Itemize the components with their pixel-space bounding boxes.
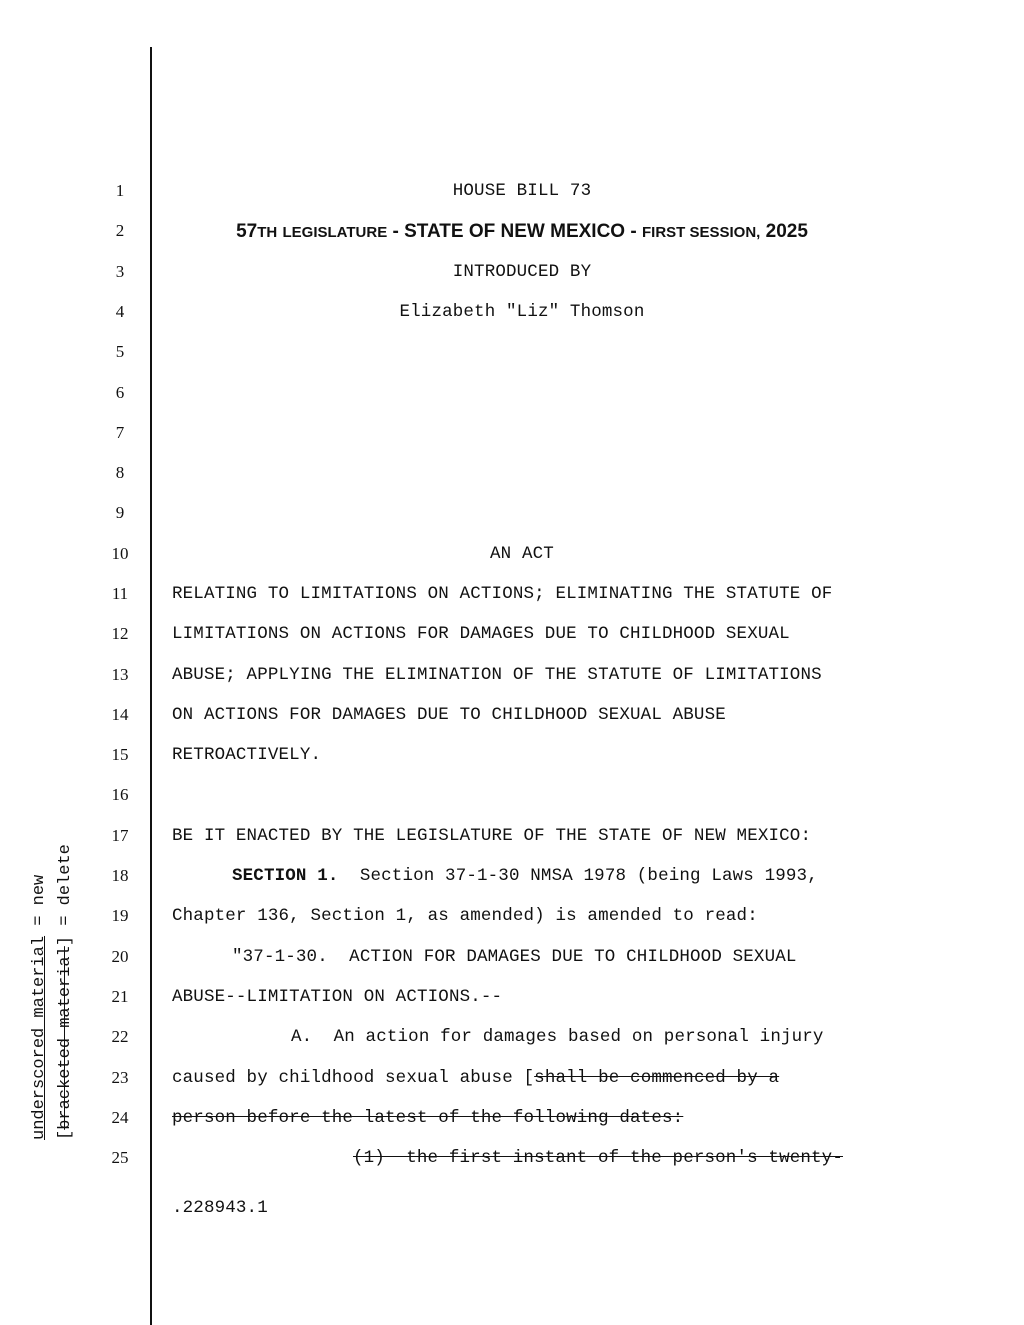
line-number: 24 xyxy=(111,1108,129,1127)
deleted-text: (1) the first instant of the person's twenty- xyxy=(353,1148,843,1168)
legend-underscored: underscored material xyxy=(30,935,49,1140)
legend-new-eq: = new xyxy=(30,874,49,936)
legislature-number: 57 xyxy=(236,221,258,242)
sponsor-name: Elizabeth "Liz" Thomson xyxy=(399,302,645,322)
statute-heading: "37-1-30. ACTION FOR DAMAGES DUE TO CHILDHOOD SEXUAL xyxy=(232,947,797,967)
deleted-text: shall be commenced by a xyxy=(534,1068,780,1088)
enacting-clause: BE IT ENACTED BY THE LEGISLATURE OF THE STATE OF NEW MEXICO: xyxy=(172,826,812,846)
separator: - xyxy=(387,221,405,242)
line-number: 4 xyxy=(115,302,125,321)
act-title-line: ABUSE; APPLYING THE ELIMINATION OF THE STATUTE OF LIMITATIONS xyxy=(172,665,822,685)
act-heading: AN ACT xyxy=(490,544,554,564)
line-number: 25 xyxy=(111,1148,129,1167)
line-number: 22 xyxy=(111,1027,129,1046)
session-label: FIRST SESSION, xyxy=(641,224,761,241)
section-line xyxy=(232,866,818,886)
body-line xyxy=(172,1068,779,1088)
legislature-line xyxy=(172,221,872,243)
line-number: 16 xyxy=(111,785,129,804)
line-number: 5 xyxy=(115,342,125,361)
legend-bracketed: bracketed material xyxy=(56,946,75,1130)
session-year: 2025 xyxy=(765,221,808,242)
state-name: STATE OF NEW MEXICO xyxy=(404,221,626,242)
introduced-by: INTRODUCED BY xyxy=(452,262,592,282)
legend-delete-eq: = delete xyxy=(56,844,75,936)
line-number: 3 xyxy=(115,262,125,281)
document-number: .228943.1 xyxy=(172,1198,268,1218)
act-title-line: RETROACTIVELY. xyxy=(172,745,322,765)
line-number: 8 xyxy=(115,463,125,482)
line-number: 14 xyxy=(111,705,129,724)
line-number: 11 xyxy=(111,584,129,603)
statute-heading-cont: ABUSE--LIMITATION ON ACTIONS.-- xyxy=(172,987,503,1007)
line-number: 6 xyxy=(115,383,125,402)
line-number: 17 xyxy=(111,826,129,845)
line-number: 15 xyxy=(111,745,129,764)
act-title-line: ON ACTIONS FOR DAMAGES DUE TO CHILDHOOD SEXUAL ABUSE xyxy=(172,705,726,725)
line-number: 13 xyxy=(111,665,129,684)
plain-text: caused by childhood sexual abuse [ xyxy=(172,1068,535,1088)
deleted-text: person before the latest of the following dates: xyxy=(172,1108,684,1128)
subsection-a: A. An action for damages based on personal injury xyxy=(291,1027,824,1047)
section-label: SECTION 1. xyxy=(232,866,339,886)
line-number: 9 xyxy=(115,503,125,522)
legislature-label: LEGISLATURE xyxy=(282,224,388,241)
body-line: Chapter 136, Section 1, as amended) is amended to read: xyxy=(172,906,758,926)
separator: - xyxy=(625,221,642,242)
left-margin-rule xyxy=(150,47,152,1325)
line-number: 23 xyxy=(111,1068,129,1087)
legend-delete xyxy=(56,844,75,1140)
legend-bracket-open: [ xyxy=(56,1129,75,1140)
line-number: 12 xyxy=(111,624,129,643)
line-number: 20 xyxy=(111,947,129,966)
line-number: 21 xyxy=(111,987,129,1006)
act-title-line: LIMITATIONS ON ACTIONS FOR DAMAGES DUE TO CHILDHOOD SEXUAL xyxy=(172,624,790,644)
line-number: 19 xyxy=(111,906,129,925)
line-number: 1 xyxy=(115,181,125,200)
act-title-line: RELATING TO LIMITATIONS ON ACTIONS; ELIMINATING THE STATUTE OF xyxy=(172,584,833,604)
line-number: 18 xyxy=(111,866,129,885)
section-text: Section 37-1-30 NMSA 1978 (being Laws 1993, xyxy=(338,866,818,886)
bill-title: HOUSE BILL 73 xyxy=(452,181,592,201)
legend-bracket-close: ] xyxy=(56,935,75,947)
line-number: 7 xyxy=(115,423,125,442)
legislature-suffix: TH xyxy=(257,224,278,241)
line-number: 10 xyxy=(111,544,129,563)
legend-new xyxy=(30,875,49,1140)
line-number: 2 xyxy=(115,221,125,240)
